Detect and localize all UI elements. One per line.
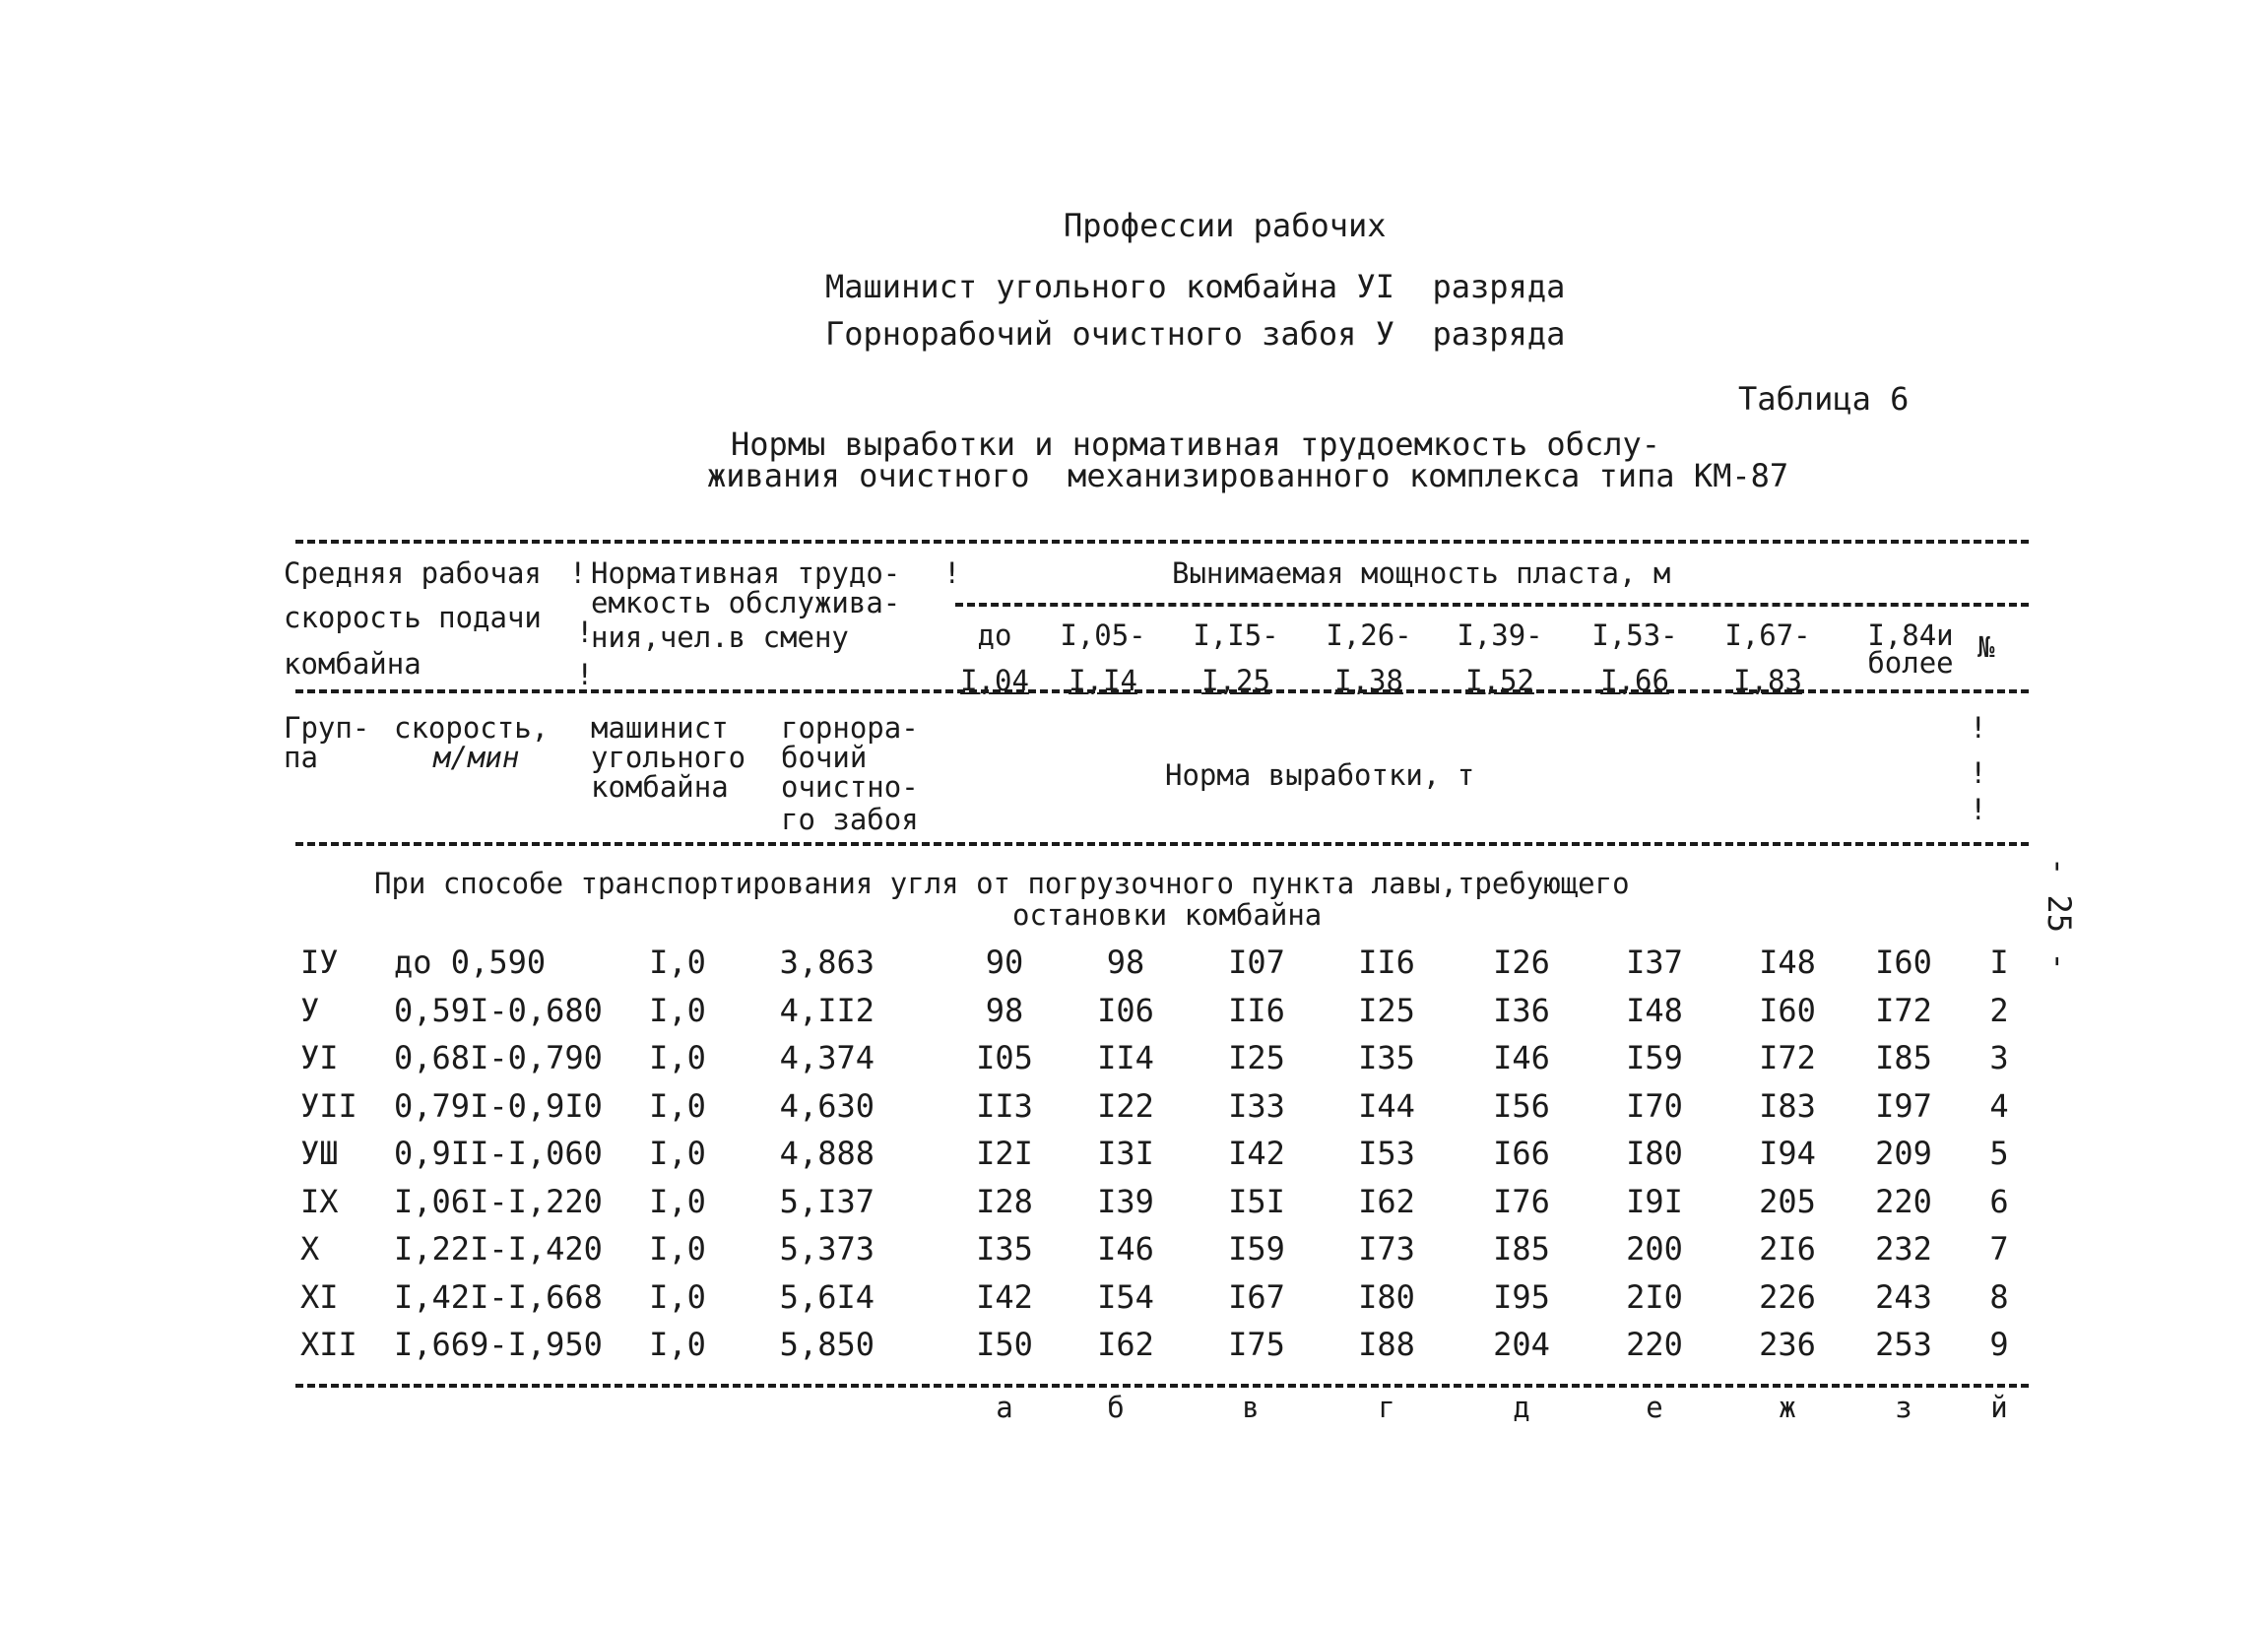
cell-miner-norm: 4,374 — [779, 1039, 875, 1076]
cell-val-g: I80 — [1358, 1277, 1415, 1316]
cell-val-zh: I94 — [1759, 1135, 1816, 1172]
cell-group: IУ — [300, 944, 339, 981]
cell-miner-norm: 5,I37 — [779, 1182, 875, 1220]
cell-val-a: I2I — [976, 1135, 1033, 1172]
cell-miner-norm: 5,373 — [779, 1230, 875, 1268]
cell-val-g: I44 — [1358, 1086, 1415, 1125]
seam-range-top: I,53- — [1591, 619, 1678, 652]
seam-range-bottom: I,38 — [1334, 664, 1403, 697]
cell-val-zh: 236 — [1759, 1326, 1816, 1363]
hdr-sep: ! — [1970, 793, 1987, 826]
cell-val-d: I26 — [1493, 944, 1550, 981]
column-letter: е — [1646, 1391, 1663, 1424]
cell-val-b: I54 — [1097, 1277, 1154, 1316]
cell-group: УШ — [300, 1135, 339, 1172]
cell-group: X — [300, 1230, 320, 1268]
cell-val-zh: I60 — [1759, 991, 1816, 1029]
cell-miner-norm: 4,630 — [779, 1086, 875, 1125]
cell-machinist-norm: I,0 — [649, 991, 706, 1029]
cell-machinist-norm: I,0 — [649, 1230, 706, 1268]
cell-val-e: 220 — [1626, 1326, 1683, 1363]
seam-range-bottom: I,66 — [1600, 664, 1669, 697]
cell-val-a: I50 — [976, 1326, 1033, 1363]
hdr-machinist-1: машинист — [591, 711, 729, 745]
column-letter: д — [1513, 1391, 1530, 1424]
cell-val-v: I42 — [1228, 1135, 1285, 1172]
cell-row-num: 7 — [1989, 1230, 2009, 1268]
cell-val-d: I36 — [1493, 991, 1550, 1029]
cell-val-v: I5I — [1228, 1182, 1285, 1220]
cell-val-zh: I72 — [1759, 1039, 1816, 1076]
column-letter: а — [996, 1391, 1013, 1424]
cell-val-z: 232 — [1875, 1230, 1932, 1268]
hdr-avg-speed-1: Средняя рабочая — [284, 556, 542, 590]
caption-line-1: Нормы выработки и нормативная трудоемкость обслу- — [731, 425, 1661, 463]
cell-val-d: I66 — [1493, 1135, 1550, 1172]
header-bottom-rule — [295, 842, 2029, 846]
cell-machinist-norm: I,0 — [649, 944, 706, 981]
cell-val-v: I75 — [1228, 1326, 1285, 1363]
cell-val-z: 253 — [1875, 1326, 1932, 1363]
cell-row-num: 3 — [1989, 1039, 2009, 1076]
hdr-avg-speed-3: комбайна — [284, 647, 421, 681]
caption-line-2: живания очистного механизированного комплекса типа КМ-87 — [707, 457, 1789, 494]
cell-val-v: I33 — [1228, 1086, 1285, 1125]
cell-val-v: I67 — [1228, 1277, 1285, 1316]
cell-val-a: I28 — [976, 1182, 1033, 1220]
heading-machinist: Машинист угольного комбайна УI разряда — [825, 268, 1566, 305]
cell-val-z: 220 — [1875, 1182, 1932, 1220]
cell-val-a: 90 — [985, 944, 1024, 981]
cell-val-g: I88 — [1358, 1326, 1415, 1363]
cell-val-zh: I48 — [1759, 944, 1816, 981]
cell-group: УI — [300, 1039, 339, 1076]
hdr-group-2: па — [284, 741, 318, 774]
cell-miner-norm: 3,863 — [779, 944, 875, 981]
cell-group: УII — [300, 1086, 357, 1125]
seam-range-top: I,26- — [1326, 619, 1412, 652]
cell-group: У — [300, 991, 320, 1029]
cell-row-num: 4 — [1989, 1086, 2009, 1125]
hdr-avg-speed-2: скорость подачи — [284, 601, 542, 634]
seam-range-bottom: I,25 — [1201, 664, 1270, 697]
cell-machinist-norm: I,0 — [649, 1326, 706, 1363]
cell-val-z: I85 — [1875, 1039, 1932, 1076]
hdr-miner-1: горнора- — [781, 711, 919, 745]
column-letter: ж — [1779, 1391, 1796, 1424]
cell-val-a: 98 — [985, 991, 1024, 1029]
cell-val-v: I07 — [1228, 944, 1285, 981]
cell-val-g: I53 — [1358, 1135, 1415, 1172]
cell-val-zh: 205 — [1759, 1182, 1816, 1220]
section-title-1: При способе транспортирования угля от погрузочного пункта лавы,требующего — [374, 867, 1630, 900]
cell-machinist-norm: I,0 — [649, 1086, 706, 1125]
table-top-rule — [295, 540, 2029, 544]
cell-val-b: II4 — [1097, 1039, 1154, 1076]
column-letter: з — [1895, 1391, 1912, 1424]
cell-speed: 0,59I-0,680 — [394, 991, 603, 1029]
cell-machinist-norm: I,0 — [649, 1135, 706, 1172]
cell-val-z: I97 — [1875, 1086, 1932, 1125]
cell-val-d: 204 — [1493, 1326, 1550, 1363]
seam-sub-rule — [955, 603, 2029, 607]
table-bottom-rule — [295, 1384, 2029, 1388]
cell-row-num: 6 — [1989, 1182, 2009, 1220]
cell-speed: I,06I-I,220 — [394, 1182, 603, 1220]
hdr-norm: Норма выработки, т — [1165, 758, 1475, 792]
hdr-sep: ! — [943, 556, 961, 590]
cell-row-num: 5 — [1989, 1135, 2009, 1172]
cell-val-b: I06 — [1097, 991, 1154, 1029]
cell-speed: I,22I-I,420 — [394, 1230, 603, 1268]
cell-miner-norm: 4,II2 — [779, 991, 875, 1029]
cell-val-d: I56 — [1493, 1086, 1550, 1125]
cell-group: IX — [300, 1182, 339, 1220]
heading-miner: Горнорабочий очистного забоя У разряда — [825, 315, 1566, 353]
hdr-labor-2: емкость обслужива- — [591, 586, 901, 619]
seam-range-bottom: I,83 — [1733, 664, 1802, 697]
cell-val-zh: 2I6 — [1759, 1230, 1816, 1268]
hdr-miner-2: бочий — [781, 741, 868, 774]
hdr-sep: ! — [576, 616, 594, 649]
cell-val-z: I72 — [1875, 991, 1932, 1029]
cell-speed: 0,68I-0,790 — [394, 1039, 603, 1076]
hdr-miner-3: очистно- — [781, 770, 919, 804]
cell-val-b: I62 — [1097, 1326, 1154, 1363]
cell-val-b: I22 — [1097, 1086, 1154, 1125]
hdr-sep: ! — [576, 658, 594, 691]
cell-val-e: I70 — [1626, 1086, 1683, 1125]
hdr-speed-1: скорость, — [394, 711, 550, 745]
column-letter: б — [1107, 1391, 1125, 1424]
cell-row-num: 2 — [1989, 991, 2009, 1029]
hdr-sep: ! — [1970, 756, 1987, 790]
seam-range-top: I,05- — [1060, 619, 1146, 652]
cell-val-b: I46 — [1097, 1230, 1154, 1268]
cell-val-b: 98 — [1106, 944, 1145, 981]
cell-row-num: 8 — [1989, 1277, 2009, 1316]
seam-range-top: I,I5- — [1193, 619, 1279, 652]
cell-val-e: I48 — [1626, 991, 1683, 1029]
cell-val-v: I25 — [1228, 1039, 1285, 1076]
hdr-labor-3: ния,чел.в смену — [591, 620, 849, 654]
cell-val-e: 2I0 — [1626, 1277, 1683, 1316]
cell-val-d: I95 — [1493, 1277, 1550, 1316]
hdr-sep: ! — [569, 556, 587, 590]
cell-val-a: I05 — [976, 1039, 1033, 1076]
cell-speed: 0,79I-0,9I0 — [394, 1086, 603, 1125]
cell-row-num: I — [1989, 944, 2009, 981]
cell-val-a: I42 — [976, 1277, 1033, 1316]
cell-val-zh: I83 — [1759, 1086, 1816, 1125]
cell-val-e: I37 — [1626, 944, 1683, 981]
hdr-speed-2: м/мин — [433, 741, 520, 774]
section-title-2: остановки комбайна — [1012, 898, 1323, 932]
hdr-machinist-2: угольного — [591, 741, 746, 774]
hdr-group-1: Груп- — [284, 711, 370, 745]
cell-val-a: I35 — [976, 1230, 1033, 1268]
heading-profession: Профессии рабочих — [1064, 207, 1387, 244]
cell-val-g: I73 — [1358, 1230, 1415, 1268]
cell-miner-norm: 5,850 — [779, 1326, 875, 1363]
cell-row-num: 9 — [1989, 1326, 2009, 1363]
cell-machinist-norm: I,0 — [649, 1277, 706, 1316]
hdr-seam-title: Вынимаемая мощность пласта, м — [1172, 556, 1671, 590]
seam-range-bottom: более — [1867, 646, 1954, 680]
column-letter: г — [1378, 1391, 1395, 1424]
cell-val-v: I59 — [1228, 1230, 1285, 1268]
cell-val-d: I46 — [1493, 1039, 1550, 1076]
cell-val-z: 243 — [1875, 1277, 1932, 1316]
hdr-miner-4: го забоя — [781, 803, 919, 836]
seam-range-top: до — [977, 619, 1012, 652]
cell-val-a: II3 — [976, 1086, 1033, 1125]
cell-val-b: I39 — [1097, 1182, 1154, 1220]
cell-val-g: I35 — [1358, 1039, 1415, 1076]
cell-machinist-norm: I,0 — [649, 1182, 706, 1220]
seam-range-top: I,39- — [1457, 619, 1543, 652]
cell-miner-norm: 5,6I4 — [779, 1277, 875, 1316]
page-number: - 25 - — [2041, 857, 2078, 971]
cell-val-g: II6 — [1358, 944, 1415, 981]
cell-val-zh: 226 — [1759, 1277, 1816, 1316]
hdr-machinist-3: комбайна — [591, 770, 729, 804]
cell-val-e: I80 — [1626, 1135, 1683, 1172]
cell-val-g: I25 — [1358, 991, 1415, 1029]
column-letter: в — [1242, 1391, 1260, 1424]
seam-range-top: I,67- — [1724, 619, 1811, 652]
seam-range-top: I,84и — [1867, 619, 1954, 652]
hdr-num-sign: № — [1977, 630, 1995, 664]
cell-val-e: I9I — [1626, 1182, 1683, 1220]
cell-group: XII — [300, 1326, 357, 1363]
cell-val-z: 209 — [1875, 1135, 1932, 1172]
column-letter: й — [1990, 1391, 2008, 1424]
cell-val-e: I59 — [1626, 1039, 1683, 1076]
hdr-labor-1: Нормативная трудо- — [591, 556, 901, 590]
cell-val-g: I62 — [1358, 1182, 1415, 1220]
cell-val-e: 200 — [1626, 1230, 1683, 1268]
cell-machinist-norm: I,0 — [649, 1039, 706, 1076]
cell-speed: до 0,590 — [394, 944, 547, 981]
cell-val-v: II6 — [1228, 991, 1285, 1029]
seam-range-bottom: I,I4 — [1069, 664, 1137, 697]
cell-speed: I,42I-I,668 — [394, 1277, 603, 1316]
cell-group: XI — [300, 1277, 339, 1316]
cell-val-z: I60 — [1875, 944, 1932, 981]
cell-miner-norm: 4,888 — [779, 1135, 875, 1172]
cell-speed: I,669-I,950 — [394, 1326, 603, 1363]
hdr-sep: ! — [1970, 711, 1987, 745]
seam-range-bottom: I,04 — [960, 664, 1029, 697]
seam-range-bottom: I,52 — [1465, 664, 1534, 697]
cell-speed: 0,9II-I,060 — [394, 1135, 603, 1172]
cell-val-d: I85 — [1493, 1230, 1550, 1268]
cell-val-d: I76 — [1493, 1182, 1550, 1220]
table-label: Таблица 6 — [1738, 380, 1910, 418]
cell-val-b: I3I — [1097, 1135, 1154, 1172]
